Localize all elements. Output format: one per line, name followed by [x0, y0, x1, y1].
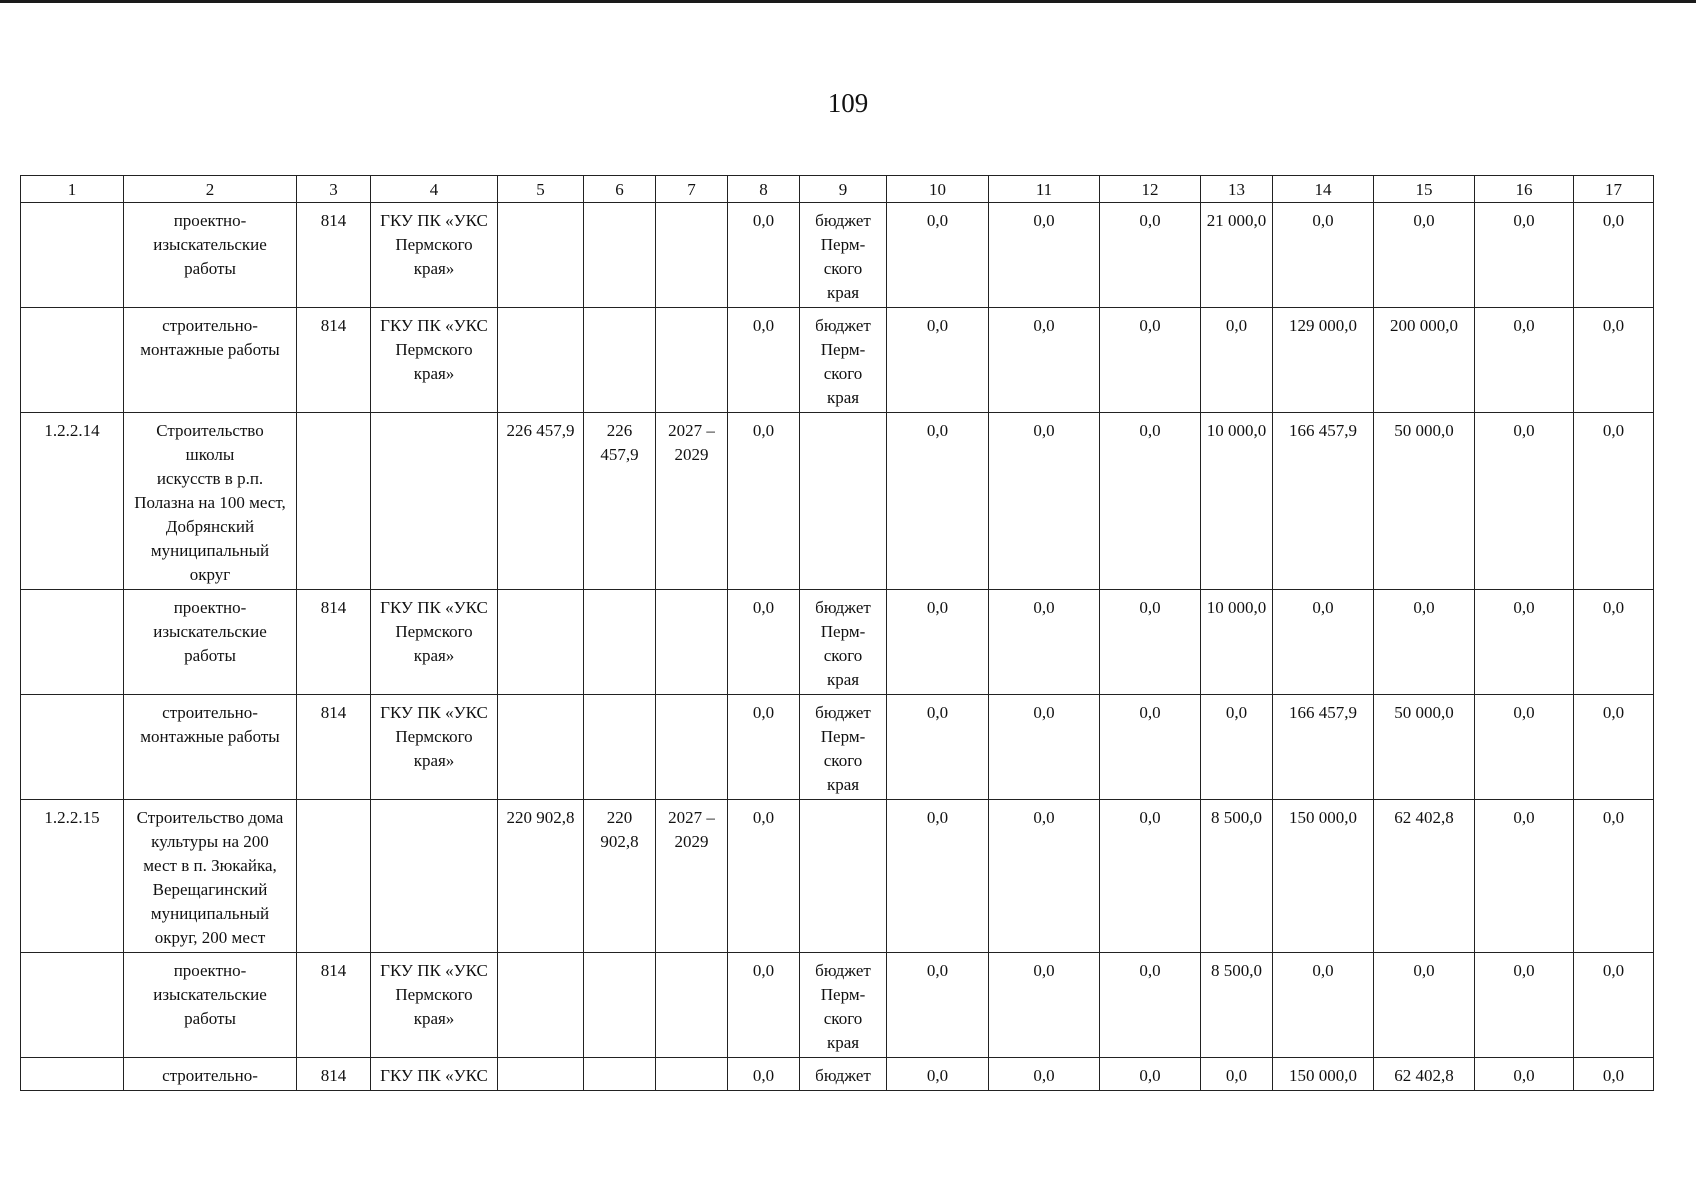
value-cell: 0,0: [1574, 308, 1654, 413]
item-number-cell: [21, 1058, 124, 1091]
total-cost-cell: 220 902,8: [498, 800, 584, 953]
value-cell: 0,0: [728, 308, 800, 413]
value-cell: 0,0: [1201, 1058, 1273, 1091]
value-cell: 0,0: [1273, 953, 1374, 1058]
value-cell: 0,0: [1475, 590, 1574, 695]
value-cell: 0,0: [1574, 413, 1654, 590]
funding-source-cell: бюджет Перм- ского края: [800, 308, 887, 413]
column-header: 17: [1574, 176, 1654, 203]
item-number-cell: [21, 308, 124, 413]
cost-cell: 226 457,9: [584, 413, 656, 590]
period-cell: 2027 – 2029: [656, 413, 728, 590]
value-cell: 0,0: [728, 695, 800, 800]
item-name-cell: проектно- изыскательские работы: [124, 953, 297, 1058]
column-header: 5: [498, 176, 584, 203]
value-cell: 0,0: [887, 1058, 989, 1091]
table-header: [21, 176, 1654, 203]
item-name-cell: проектно- изыскательские работы: [124, 203, 297, 308]
page-top-edge: [0, 0, 1696, 3]
item-number-cell: 1.2.2.15: [21, 800, 124, 953]
value-cell: 0,0: [989, 1058, 1100, 1091]
value-cell: 0,0: [1574, 953, 1654, 1058]
column-header: 13: [1201, 176, 1273, 203]
funding-source-cell: бюджет: [800, 1058, 887, 1091]
value-cell: 62 402,8: [1374, 800, 1475, 953]
funding-source-cell: бюджет Перм- ского края: [800, 590, 887, 695]
executor-cell: ГКУ ПК «УКС Пермского края»: [371, 203, 498, 308]
funding-source-cell: бюджет Перм- ского края: [800, 953, 887, 1058]
value-cell: 8 500,0: [1201, 800, 1273, 953]
code-cell: 814: [297, 953, 371, 1058]
table-row: [21, 203, 1654, 308]
value-cell: 0,0: [1475, 308, 1574, 413]
column-header: 2: [124, 176, 297, 203]
cost-cell: [584, 1058, 656, 1091]
total-cost-cell: [498, 1058, 584, 1091]
item-number-cell: [21, 590, 124, 695]
item-name-cell: строительно- монтажные работы: [124, 695, 297, 800]
table-body: [21, 203, 1654, 1091]
value-cell: 0,0: [1100, 308, 1201, 413]
value-cell: 166 457,9: [1273, 413, 1374, 590]
table-row: [21, 413, 1654, 590]
value-cell: 50 000,0: [1374, 695, 1475, 800]
value-cell: 0,0: [989, 695, 1100, 800]
value-cell: 0,0: [989, 590, 1100, 695]
column-header: 12: [1100, 176, 1201, 203]
funding-source-cell: бюджет Перм- ского края: [800, 695, 887, 800]
item-number-cell: [21, 203, 124, 308]
value-cell: 129 000,0: [1273, 308, 1374, 413]
value-cell: 0,0: [1475, 413, 1574, 590]
column-header: 1: [21, 176, 124, 203]
value-cell: 200 000,0: [1374, 308, 1475, 413]
value-cell: 0,0: [728, 590, 800, 695]
value-cell: 0,0: [989, 203, 1100, 308]
cost-cell: [584, 695, 656, 800]
value-cell: 0,0: [1475, 1058, 1574, 1091]
column-header: 7: [656, 176, 728, 203]
period-cell: [656, 203, 728, 308]
column-header: 11: [989, 176, 1100, 203]
cost-cell: [584, 203, 656, 308]
value-cell: 0,0: [1475, 953, 1574, 1058]
item-number-cell: [21, 953, 124, 1058]
value-cell: 0,0: [728, 800, 800, 953]
executor-cell: ГКУ ПК «УКС Пермского края»: [371, 953, 498, 1058]
value-cell: 0,0: [1475, 695, 1574, 800]
value-cell: 0,0: [1374, 203, 1475, 308]
total-cost-cell: [498, 590, 584, 695]
column-header: 16: [1475, 176, 1574, 203]
value-cell: 0,0: [989, 308, 1100, 413]
value-cell: 62 402,8: [1374, 1058, 1475, 1091]
executor-cell: ГКУ ПК «УКС Пермского края»: [371, 695, 498, 800]
page-number: 109: [827, 88, 869, 118]
table-row: [21, 695, 1654, 800]
value-cell: 0,0: [887, 695, 989, 800]
value-cell: 0,0: [1273, 203, 1374, 308]
column-header: 15: [1374, 176, 1475, 203]
value-cell: 8 500,0: [1201, 953, 1273, 1058]
value-cell: 0,0: [1374, 953, 1475, 1058]
code-cell: [297, 800, 371, 953]
value-cell: 0,0: [887, 308, 989, 413]
value-cell: 0,0: [1574, 1058, 1654, 1091]
value-cell: 0,0: [1100, 590, 1201, 695]
value-cell: 0,0: [1574, 800, 1654, 953]
value-cell: 21 000,0: [1201, 203, 1273, 308]
code-cell: 814: [297, 590, 371, 695]
code-cell: 814: [297, 1058, 371, 1091]
item-number-cell: [21, 695, 124, 800]
table-row: [21, 590, 1654, 695]
value-cell: 0,0: [728, 953, 800, 1058]
cost-cell: [584, 308, 656, 413]
value-cell: 0,0: [1475, 203, 1574, 308]
value-cell: 0,0: [1100, 413, 1201, 590]
table-row: [21, 800, 1654, 953]
value-cell: 0,0: [989, 413, 1100, 590]
column-number-row: [21, 176, 1654, 203]
value-cell: 0,0: [1374, 590, 1475, 695]
value-cell: 0,0: [887, 953, 989, 1058]
item-name-cell: строительно-: [124, 1058, 297, 1091]
value-cell: 0,0: [989, 800, 1100, 953]
executor-cell: [371, 800, 498, 953]
executor-cell: ГКУ ПК «УКС Пермского края»: [371, 590, 498, 695]
total-cost-cell: [498, 953, 584, 1058]
value-cell: 0,0: [887, 800, 989, 953]
cost-cell: [584, 953, 656, 1058]
code-cell: 814: [297, 695, 371, 800]
column-header: 6: [584, 176, 656, 203]
total-cost-cell: [498, 308, 584, 413]
cost-cell: [584, 590, 656, 695]
value-cell: 0,0: [1201, 695, 1273, 800]
value-cell: 0,0: [1100, 695, 1201, 800]
period-cell: [656, 1058, 728, 1091]
period-cell: [656, 590, 728, 695]
table-row: [21, 1058, 1654, 1091]
value-cell: 10 000,0: [1201, 413, 1273, 590]
value-cell: 0,0: [1201, 308, 1273, 413]
value-cell: 0,0: [1574, 203, 1654, 308]
executor-cell: ГКУ ПК «УКС Пермского края»: [371, 308, 498, 413]
column-header: 4: [371, 176, 498, 203]
value-cell: 0,0: [1100, 1058, 1201, 1091]
column-header: 14: [1273, 176, 1374, 203]
period-cell: 2027 – 2029: [656, 800, 728, 953]
item-name-cell: Строительство дома культуры на 200 мест в п. Зюкайка, Верещагинский муниципальный округ, 200 мест: [124, 800, 297, 953]
column-header: 3: [297, 176, 371, 203]
value-cell: 10 000,0: [1201, 590, 1273, 695]
executor-cell: ГКУ ПК «УКС: [371, 1058, 498, 1091]
value-cell: 0,0: [1574, 590, 1654, 695]
code-cell: [297, 413, 371, 590]
item-name-cell: строительно- монтажные работы: [124, 308, 297, 413]
value-cell: 0,0: [1574, 695, 1654, 800]
cost-cell: 220 902,8: [584, 800, 656, 953]
value-cell: 0,0: [1100, 203, 1201, 308]
period-cell: [656, 695, 728, 800]
funding-source-cell: бюджет Перм- ского края: [800, 203, 887, 308]
executor-cell: [371, 413, 498, 590]
value-cell: 0,0: [1475, 800, 1574, 953]
value-cell: 0,0: [887, 203, 989, 308]
total-cost-cell: [498, 695, 584, 800]
value-cell: 166 457,9: [1273, 695, 1374, 800]
value-cell: 0,0: [728, 1058, 800, 1091]
budget-table: [20, 175, 1654, 1091]
total-cost-cell: [498, 203, 584, 308]
funding-source-cell: [800, 800, 887, 953]
value-cell: 0,0: [728, 203, 800, 308]
value-cell: 0,0: [1273, 590, 1374, 695]
code-cell: 814: [297, 308, 371, 413]
column-header: 9: [800, 176, 887, 203]
item-name-cell: Строительство школы искусств в р.п. Полазна на 100 мест, Добрянский муниципальный округ: [124, 413, 297, 590]
funding-source-cell: [800, 413, 887, 590]
table-row: [21, 953, 1654, 1058]
code-cell: 814: [297, 203, 371, 308]
value-cell: 50 000,0: [1374, 413, 1475, 590]
value-cell: 0,0: [887, 413, 989, 590]
table-row: [21, 308, 1654, 413]
value-cell: 150 000,0: [1273, 1058, 1374, 1091]
value-cell: 0,0: [1100, 800, 1201, 953]
value-cell: 0,0: [1100, 953, 1201, 1058]
column-header: 10: [887, 176, 989, 203]
total-cost-cell: 226 457,9: [498, 413, 584, 590]
value-cell: 0,0: [989, 953, 1100, 1058]
value-cell: 0,0: [887, 590, 989, 695]
column-header: 8: [728, 176, 800, 203]
value-cell: 0,0: [728, 413, 800, 590]
item-name-cell: проектно- изыскательские работы: [124, 590, 297, 695]
value-cell: 150 000,0: [1273, 800, 1374, 953]
period-cell: [656, 953, 728, 1058]
item-number-cell: 1.2.2.14: [21, 413, 124, 590]
period-cell: [656, 308, 728, 413]
